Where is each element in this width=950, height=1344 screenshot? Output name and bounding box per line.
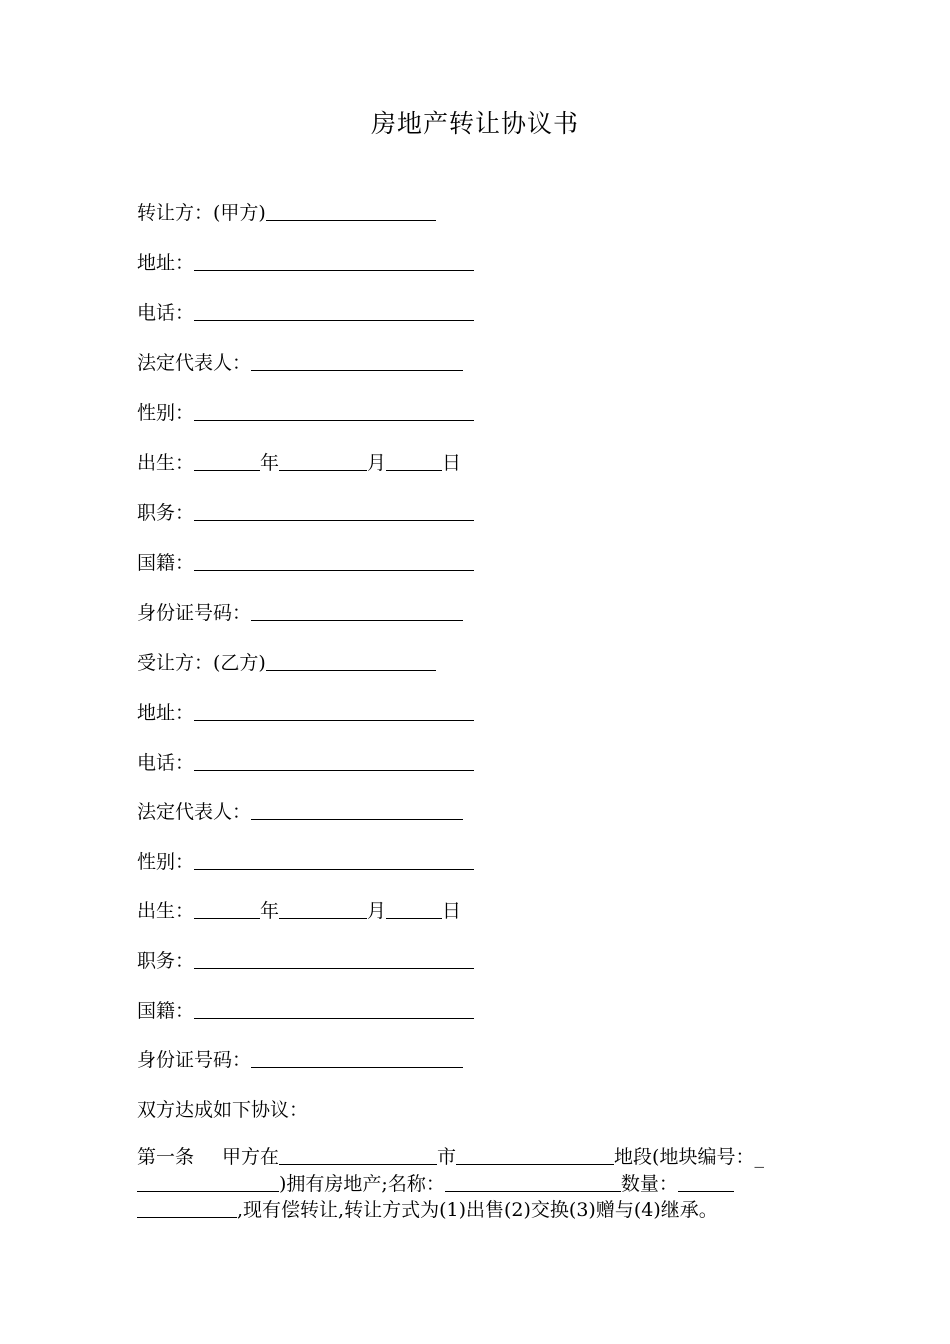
party-a-phone-blank[interactable] — [194, 300, 474, 321]
party-b-name-blank[interactable] — [266, 650, 436, 671]
party-a-gender-blank[interactable] — [194, 400, 474, 421]
party-b-phone-blank[interactable] — [194, 750, 474, 771]
party-b-rep-blank[interactable] — [251, 799, 463, 820]
party-a-address-blank[interactable] — [194, 250, 474, 271]
party-a-birth: 出生： 年 月 日 — [137, 452, 462, 474]
party-a-nationality-blank[interactable] — [194, 550, 474, 571]
party-a-position-blank[interactable] — [194, 500, 474, 521]
party-b-birth-day-blank[interactable] — [386, 898, 442, 919]
party-b-nationality-blank[interactable] — [194, 998, 474, 1019]
article-1-line-2: )拥有房地产;名称： 数量： — [137, 1170, 734, 1198]
party-a-name-blank[interactable] — [266, 200, 436, 221]
party-a-rep: 法定代表人： — [137, 350, 463, 380]
party-a-address: 地址： — [137, 250, 474, 280]
party-b-birth-year-blank[interactable] — [194, 898, 260, 919]
article-1-plot-number-blank[interactable] — [137, 1171, 279, 1192]
party-a-nationality: 国籍： — [137, 550, 474, 580]
article-1-line-3: ,现有偿转让,转让方式为(1)出售(2)交换(3)赠与(4)继承。 — [137, 1196, 718, 1224]
party-a-birth-day-blank[interactable] — [386, 450, 442, 471]
party-b-position-blank[interactable] — [194, 948, 474, 969]
party-b-address-blank[interactable] — [194, 700, 474, 721]
party-b-nationality: 国籍： — [137, 998, 474, 1028]
party-a-birth-month-blank[interactable] — [279, 450, 367, 471]
party-b-id: 身份证号码： — [137, 1047, 463, 1077]
agreement-intro: 双方达成如下协议： — [137, 1099, 309, 1121]
party-b-gender-blank[interactable] — [194, 849, 474, 870]
article-1-quantity-blank[interactable] — [678, 1171, 734, 1192]
party-a-gender: 性别： — [137, 400, 474, 430]
party-b-id-blank[interactable] — [251, 1047, 463, 1068]
party-b-address: 地址： — [137, 700, 474, 730]
party-a-id-blank[interactable] — [251, 600, 463, 621]
article-1-quantity-cont-blank[interactable] — [137, 1197, 237, 1218]
article-1-city-blank[interactable] — [279, 1144, 437, 1165]
article-1-property-name-blank[interactable] — [445, 1171, 621, 1192]
party-b-rep: 法定代表人： — [137, 799, 463, 829]
party-b-position: 职务： — [137, 948, 474, 978]
party-a-id: 身份证号码： — [137, 600, 463, 630]
party-a-position: 职务： — [137, 500, 474, 530]
party-b-birth-month-blank[interactable] — [279, 898, 367, 919]
document-title: 房地产转让协议书 — [370, 109, 579, 138]
party-b-phone: 电话： — [137, 750, 474, 780]
party-a-phone: 电话： — [137, 300, 474, 330]
article-1-line-1: 第一条 甲方在 市 地段(地块编号：_ — [137, 1146, 764, 1168]
article-1-label: 第一条 — [137, 1146, 195, 1168]
party-a-header: 转让方：(甲方) — [137, 200, 436, 230]
article-1-district-blank[interactable] — [456, 1144, 614, 1165]
party-b-gender: 性别： — [137, 849, 474, 879]
party-b-header: 受让方：(乙方) — [137, 650, 436, 680]
party-a-rep-blank[interactable] — [251, 350, 463, 371]
party-b-birth: 出生： 年 月 日 — [137, 900, 462, 922]
party-a-birth-year-blank[interactable] — [194, 450, 260, 471]
